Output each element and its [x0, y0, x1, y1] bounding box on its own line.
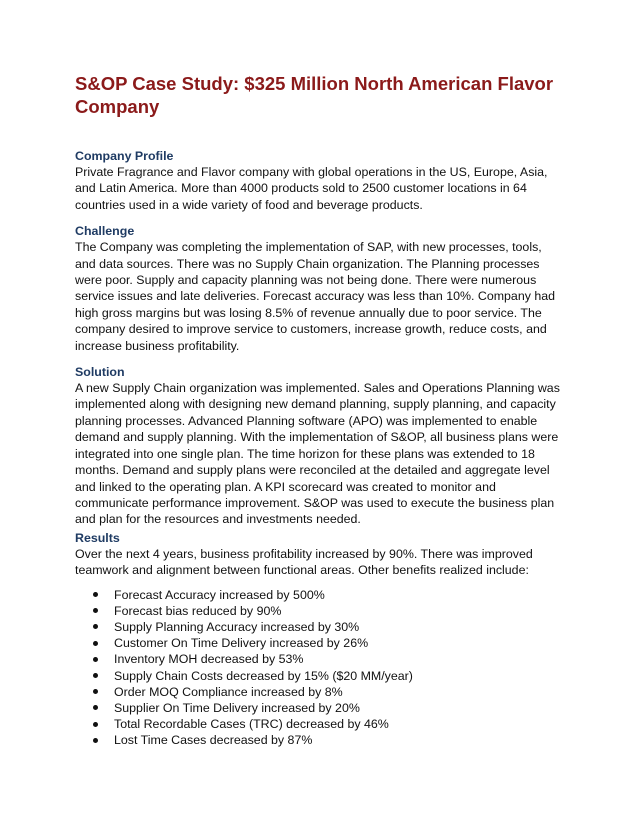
list-item — [93, 603, 565, 619]
bullet-icon — [93, 624, 98, 629]
bullet-icon — [93, 738, 98, 743]
bullet-icon — [93, 641, 98, 646]
challenge-section — [75, 223, 565, 354]
company-profile-section — [75, 148, 565, 213]
list-item-text: Lost Time Cases decreased by 87% — [114, 733, 313, 748]
bullet-icon — [93, 673, 98, 678]
list-item — [93, 684, 565, 700]
list-item-text: Supply Chain Costs decreased by 15% ($20 MM/year) — [114, 668, 413, 683]
list-item-text: Order MOQ Compliance increased by 8% — [114, 684, 343, 699]
bullet-icon — [93, 722, 98, 727]
list-item — [93, 716, 565, 732]
list-item — [93, 651, 565, 667]
results-heading: Results — [75, 530, 120, 545]
bullet-icon — [93, 689, 98, 694]
results-text: Over the next 4 years, business profitability increased by 90%. There was improved teamwork and alignment between functional areas. Other benefits realized include: — [75, 546, 533, 578]
bullet-icon — [93, 592, 98, 597]
list-item-text: Supply Planning Accuracy increased by 30% — [114, 619, 360, 634]
list-item-text: Forecast bias reduced by 90% — [114, 603, 282, 618]
list-item — [93, 587, 565, 603]
solution-section — [75, 364, 565, 528]
results-bullet-list — [75, 587, 565, 749]
bullet-icon — [93, 657, 98, 662]
list-item — [93, 635, 565, 651]
results-section — [75, 530, 565, 749]
list-item-text: Supplier On Time Delivery increased by 20% — [114, 700, 360, 715]
bullet-icon — [93, 705, 98, 710]
list-item — [93, 732, 565, 748]
list-item — [93, 668, 565, 684]
list-item — [93, 700, 565, 716]
solution-heading: Solution — [75, 365, 125, 380]
list-item-text: Forecast Accuracy increased by 500% — [114, 587, 325, 602]
list-item-text: Customer On Time Delivery increased by 26% — [114, 636, 369, 651]
document-page — [75, 72, 565, 759]
solution-text: A new Supply Chain organization was implemented. Sales and Operations Planning was implemented along with designing new demand planning, supply planning, and capacity planning processes. Advanced Planning software (APO) was implemented to enable demand and supply planning. With the implementation of S&OP, all business plans were integrated into one single plan. The time horizon for these plans was extended to 18 months. Demand and supply plans were reconciled at the detailed and aggregate level and linked to the operating plan. A KPI scorecard was created to monitor and communicate performance improvement. S&OP was used to execute the business plan and plan for the resources and investments needed. — [75, 381, 560, 527]
list-item — [93, 619, 565, 635]
list-item-text: Total Recordable Cases (TRC) decreased by 46% — [114, 717, 389, 732]
challenge-text: The Company was completing the implementation of SAP, with new processes, tools, and data sources. There was no Supply Chain organization. The Planning processes were poor. Supply and capacity planning was not being done. There were numerous service issues and late deliveries. Forecast accuracy was less than 10%. Company had high gross margins but was losing 8.5% of revenue annually due to poor service. The company desired to improve service to customers, increase growth, reduce costs, and increase business profitability. — [75, 240, 556, 353]
bullet-icon — [93, 608, 98, 613]
document-title: S&OP Case Study: $325 Million North American Flavor Company — [75, 73, 554, 117]
list-item-text: Inventory MOH decreased by 53% — [114, 652, 304, 667]
company-profile-text: Private Fragrance and Flavor company with global operations in the US, Europe, Asia, and Latin America. More than 4000 products sold to 2500 customer locations in 64 countries used in a wide variety of food and beverage products. — [75, 165, 548, 212]
company-profile-heading: Company Profile — [75, 149, 174, 163]
challenge-heading: Challenge — [75, 224, 135, 239]
